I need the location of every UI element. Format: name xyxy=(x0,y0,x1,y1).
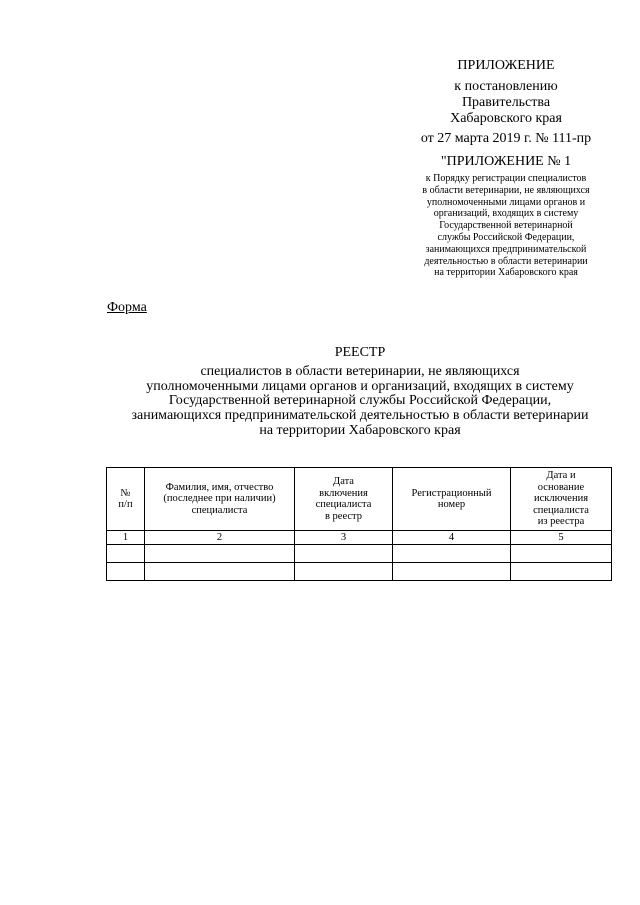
table-cell xyxy=(107,563,145,581)
table-cell xyxy=(511,563,612,581)
column-header-registration-number: Регистрационный номер xyxy=(393,468,511,531)
procedure-line: организаций, входящих в систему xyxy=(433,208,579,220)
date-number-line: от 27 марта 2019 г. № 111-пр xyxy=(420,131,592,146)
appendix-1-title: "ПРИЛОЖЕНИЕ № 1 xyxy=(440,154,572,169)
procedure-line: уполномоченными лицами органов и xyxy=(426,196,586,208)
form-label: Форма xyxy=(107,300,147,315)
resolution-line: к постановлению xyxy=(454,79,558,94)
table-header-row xyxy=(107,468,612,531)
column-header-inclusion-date: Дата включения специалиста в реестр xyxy=(295,468,393,531)
appendix-title: ПРИЛОЖЕНИЕ xyxy=(457,58,555,73)
procedure-line: занимающихся предпринимательской xyxy=(425,243,587,255)
title-line: Государственной ветеринарной службы Российской Федерации, xyxy=(168,393,552,409)
title-line: специалистов в области ветеринарии, не являющихся xyxy=(200,364,520,379)
procedure-line: в области ветеринарии, не являющихся xyxy=(422,184,590,196)
region-line: Хабаровского края xyxy=(450,111,562,126)
table-row xyxy=(107,563,612,581)
table-cell xyxy=(511,545,612,563)
table-cell xyxy=(145,545,295,563)
title-line: занимающихся предпринимательской деятельностью в области ветеринарии xyxy=(131,408,589,424)
title-line: на территории Хабаровского края xyxy=(259,422,461,438)
column-number: 4 xyxy=(393,531,511,545)
column-header-full-name: Фамилия, имя, отчество (последнее при наличии) специалиста xyxy=(145,468,295,531)
table-cell xyxy=(295,545,393,563)
table-cell xyxy=(393,545,511,563)
procedure-line: на территории Хабаровского края xyxy=(434,267,578,279)
procedure-line: к Порядку регистрации специалистов xyxy=(425,173,587,184)
table-cell xyxy=(107,545,145,563)
table-cell xyxy=(295,563,393,581)
registry-title xyxy=(100,345,620,439)
procedure-reference xyxy=(398,173,614,279)
column-number: 3 xyxy=(295,531,393,545)
registry-heading: РЕЕСТР xyxy=(334,345,386,360)
procedure-line: Государственной ветеринарной xyxy=(439,220,573,232)
column-number: 1 xyxy=(107,531,145,545)
table-cell xyxy=(145,563,295,581)
column-header-exclusion: Дата и основание исключения специалиста из реестра xyxy=(511,468,612,531)
title-line: уполномоченными лицами органов и организаций, входящих в систему xyxy=(146,378,574,394)
column-number: 2 xyxy=(145,531,295,545)
procedure-line: службы Российской Федерации, xyxy=(437,231,575,243)
government-line: Правительства xyxy=(461,95,551,110)
table-row xyxy=(107,545,612,563)
column-number-row xyxy=(107,531,612,545)
column-header-number: № п/п xyxy=(107,468,145,531)
registry-table xyxy=(106,467,612,581)
table-cell xyxy=(393,563,511,581)
appendix-header xyxy=(398,58,614,279)
procedure-line: деятельностью в области ветеринарии xyxy=(424,255,588,267)
column-number: 5 xyxy=(511,531,612,545)
